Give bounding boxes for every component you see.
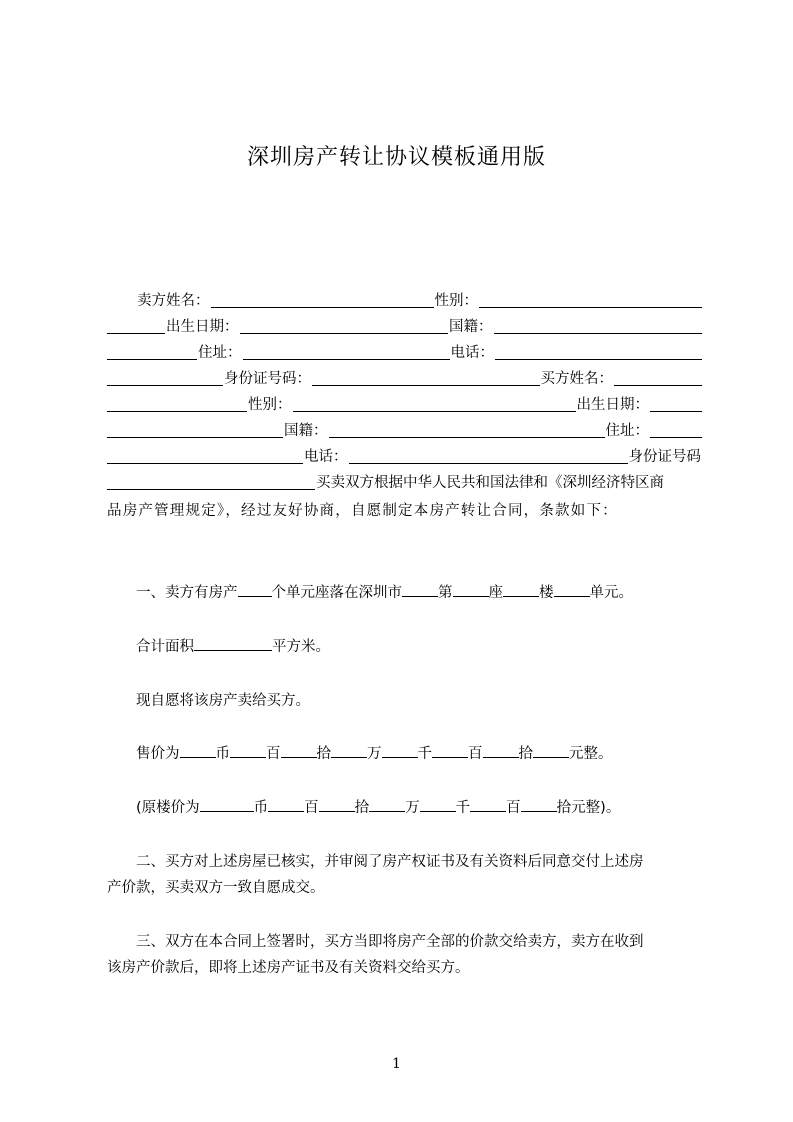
gender2-label: 性别： (248, 397, 292, 413)
id-blank[interactable] (312, 370, 540, 386)
birth2-blank-cont[interactable] (107, 422, 283, 438)
orig-c: 百 (304, 800, 319, 816)
price-f: 千 (417, 746, 432, 762)
nationality2-blank[interactable] (329, 422, 605, 438)
price-line (107, 741, 702, 767)
buyer-name-blank[interactable] (614, 370, 702, 386)
nationality-label: 国籍： (449, 319, 493, 335)
clause-2-line-2: 产价款，买卖双方一致自愿成交。 (107, 880, 325, 896)
document-title: 深圳房产转让协议模板通用版 (246, 145, 546, 170)
buyer-name-label: 买方姓名： (540, 371, 613, 387)
area-a: 合计面积 (136, 639, 194, 655)
address2-blank-cont[interactable] (107, 448, 303, 464)
nationality2-line (107, 420, 702, 442)
orig-a: (原楼价为 (136, 800, 200, 816)
clause-1 (107, 580, 702, 606)
sell-text: 现自愿将该房产卖给买方。 (136, 693, 310, 709)
address-line (107, 342, 702, 364)
price-blank-5[interactable] (432, 742, 468, 758)
clause-3-line-1: 三、双方在本合同上签署时，买方当即将房产全部的价款交给卖方，卖方在收到 (136, 934, 644, 950)
orig-blank-3[interactable] (369, 796, 405, 812)
preamble-line-2: 品房产管理规定》，经过友好协商，自愿制定本房产转让合同，条款如下： (107, 503, 618, 519)
page-number: 1 (392, 1056, 401, 1072)
gender2-blank[interactable] (293, 396, 576, 412)
clause-3 (107, 929, 702, 981)
phone-blank[interactable] (495, 344, 702, 360)
id2-blank[interactable] (107, 474, 315, 490)
preamble-line (107, 472, 702, 494)
price-d: 拾 (316, 746, 331, 762)
seller-name-blank[interactable] (211, 292, 434, 308)
orig-blank-2[interactable] (319, 796, 355, 812)
clause-1-e: 楼 (539, 585, 554, 601)
price-i: 元整。 (569, 746, 613, 762)
gender-label: 性别： (434, 293, 478, 309)
birth-line (107, 316, 702, 338)
gender-blank-cont[interactable] (107, 318, 165, 334)
price-c: 百 (266, 746, 281, 762)
address2-blank[interactable] (650, 422, 702, 438)
orig-b: 币 (253, 800, 269, 816)
clause-3-line-2: 该房产价款后，即将上述房产证书及有关资料交给买方。 (107, 960, 470, 976)
preamble-tail: 买卖双方根据中华人民共和国法律和《深圳经济特区商 (316, 475, 664, 491)
area-line (107, 634, 702, 660)
price-currency-blank[interactable] (180, 742, 216, 758)
nationality-blank-cont[interactable] (107, 344, 197, 360)
id-label: 身份证号码： (224, 371, 311, 387)
price-a: 售价为 (136, 746, 180, 762)
seller-name-label: 卖方姓名： (137, 293, 210, 309)
price-blank-2[interactable] (281, 742, 317, 758)
address-label: 住址： (198, 345, 242, 361)
gender-blank[interactable] (479, 292, 702, 308)
units-blank[interactable] (238, 581, 272, 597)
id-line (107, 368, 702, 390)
price-e: 万 (367, 746, 382, 762)
price-h: 拾 (518, 746, 533, 762)
clause-2-line-1: 二、买方对上述房屋已核实，并审阅了房产权证书及有关资料后同意交付上述房 (136, 854, 644, 870)
district-blank[interactable] (402, 581, 438, 597)
building-blank[interactable] (453, 581, 489, 597)
orig-blank-4[interactable] (420, 796, 456, 812)
birth2-blank[interactable] (650, 396, 702, 412)
phone2-label: 电话： (304, 449, 348, 465)
orig-blank-5[interactable] (470, 796, 506, 812)
orig-f: 千 (455, 800, 471, 816)
price-b: 币 (215, 746, 230, 762)
birth-label: 出生日期： (166, 319, 239, 335)
orig-e: 万 (405, 800, 420, 816)
buyer-name-blank-cont[interactable] (107, 396, 247, 412)
orig-blank-1[interactable] (268, 796, 304, 812)
clause-1-b: 个单元座落在深圳市 (271, 585, 402, 601)
unit-blank[interactable] (554, 581, 590, 597)
orig-d: 拾 (354, 800, 370, 816)
phone2-blank[interactable] (349, 448, 628, 464)
original-price-line (107, 795, 702, 821)
gender2-line (107, 394, 702, 416)
price-blank-6[interactable] (483, 742, 519, 758)
sell-line (107, 688, 702, 714)
clause-1-f: 单元。 (589, 585, 633, 601)
nationality2-label: 国籍： (284, 423, 328, 439)
area-b: 平方米。 (272, 639, 330, 655)
address-blank[interactable] (243, 344, 450, 360)
floor-blank[interactable] (503, 581, 539, 597)
orig-g: 百 (506, 800, 521, 816)
price-blank-7[interactable] (533, 742, 569, 758)
price-blank-1[interactable] (230, 742, 266, 758)
phone2-line (107, 446, 702, 468)
address2-label: 住址： (605, 423, 649, 439)
phone-label: 电话： (450, 345, 494, 361)
birth-blank[interactable] (240, 318, 449, 334)
clause-1-c: 第 (438, 585, 453, 601)
birth2-label: 出生日期： (576, 397, 649, 413)
clause-1-a: 一、卖方有房产 (136, 585, 238, 601)
area-blank[interactable] (194, 635, 272, 651)
phone-blank-cont[interactable] (107, 370, 223, 386)
price-blank-4[interactable] (382, 742, 418, 758)
price-g: 百 (468, 746, 483, 762)
nationality-blank[interactable] (494, 318, 703, 334)
id2-label: 身份证号码 (628, 449, 701, 465)
seller-name-line (107, 290, 702, 312)
orig-h: 拾元整)。 (556, 800, 621, 816)
price-blank-3[interactable] (331, 742, 367, 758)
clause-1-d: 座 (488, 585, 503, 601)
clause-2 (107, 849, 702, 901)
orig-currency-blank[interactable] (200, 796, 254, 812)
orig-blank-6[interactable] (521, 796, 557, 812)
